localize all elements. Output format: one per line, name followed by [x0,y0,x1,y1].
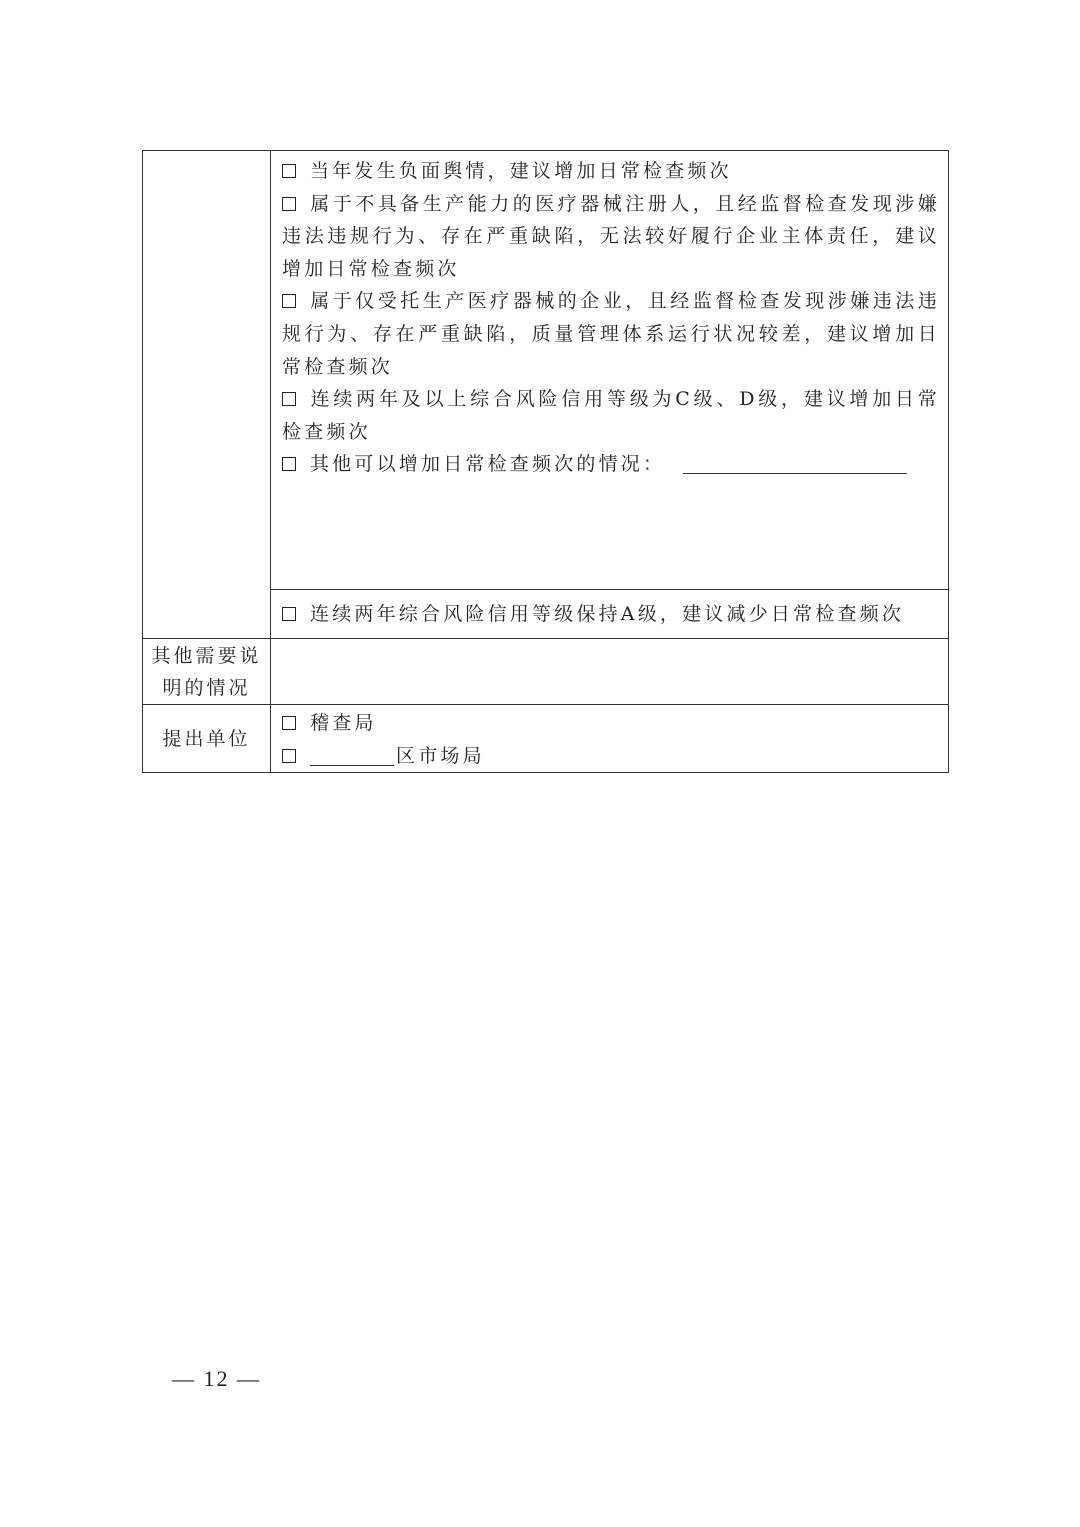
checkbox[interactable] [282,392,296,406]
submitter-option-district-bureau[interactable]: 区市场局 [282,740,940,773]
fill-in-blank[interactable] [683,453,907,474]
checkbox[interactable] [282,749,296,763]
checkbox[interactable] [282,607,296,621]
other-notes-value[interactable] [271,639,949,705]
submitter-label: 提出单位 [143,705,271,773]
checkbox[interactable] [282,294,296,308]
frequency-label-cell [143,151,271,639]
decrease-frequency-cell [271,590,949,639]
other-notes-label: 其他需要说 明的情况 [143,639,271,705]
other-increase-option[interactable]: 其他可以增加日常检查频次的情况： [282,448,940,481]
inspection-form-table [142,150,949,773]
decrease-option[interactable]: 连续两年综合风险信用等级保持A级，建议减少日常检查频次 [282,598,940,631]
checkbox[interactable] [282,716,296,730]
page-number: — 12 — [172,1366,261,1391]
checkbox[interactable] [282,164,296,178]
district-fill-in-blank[interactable] [310,745,394,766]
checkbox[interactable] [282,457,296,471]
increase-frequency-cell [271,151,949,590]
submitter-options [271,705,949,773]
submitter-option-inspection-bureau[interactable]: 稽查局 [282,707,940,740]
checkbox[interactable] [282,197,296,211]
increase-option[interactable]: 当年发生负面舆情，建议增加日常检查频次 [282,155,940,188]
increase-option[interactable]: 连续两年及以上综合风险信用等级为C级、D级，建议增加日常检查频次 [282,388,940,443]
increase-option[interactable]: 属于仅受托生产医疗器械的企业，且经监督检查发现涉嫌违法违规行为、存在严重缺陷，质量管理体系运行状况较差，建议增加日常检查频次 [282,290,940,378]
increase-option[interactable]: 属于不具备生产能力的医疗器械注册人，且经监督检查发现涉嫌违法违规行为、存在严重缺陷，无法较好履行企业主体责任，建议增加日常检查频次 [282,192,940,280]
